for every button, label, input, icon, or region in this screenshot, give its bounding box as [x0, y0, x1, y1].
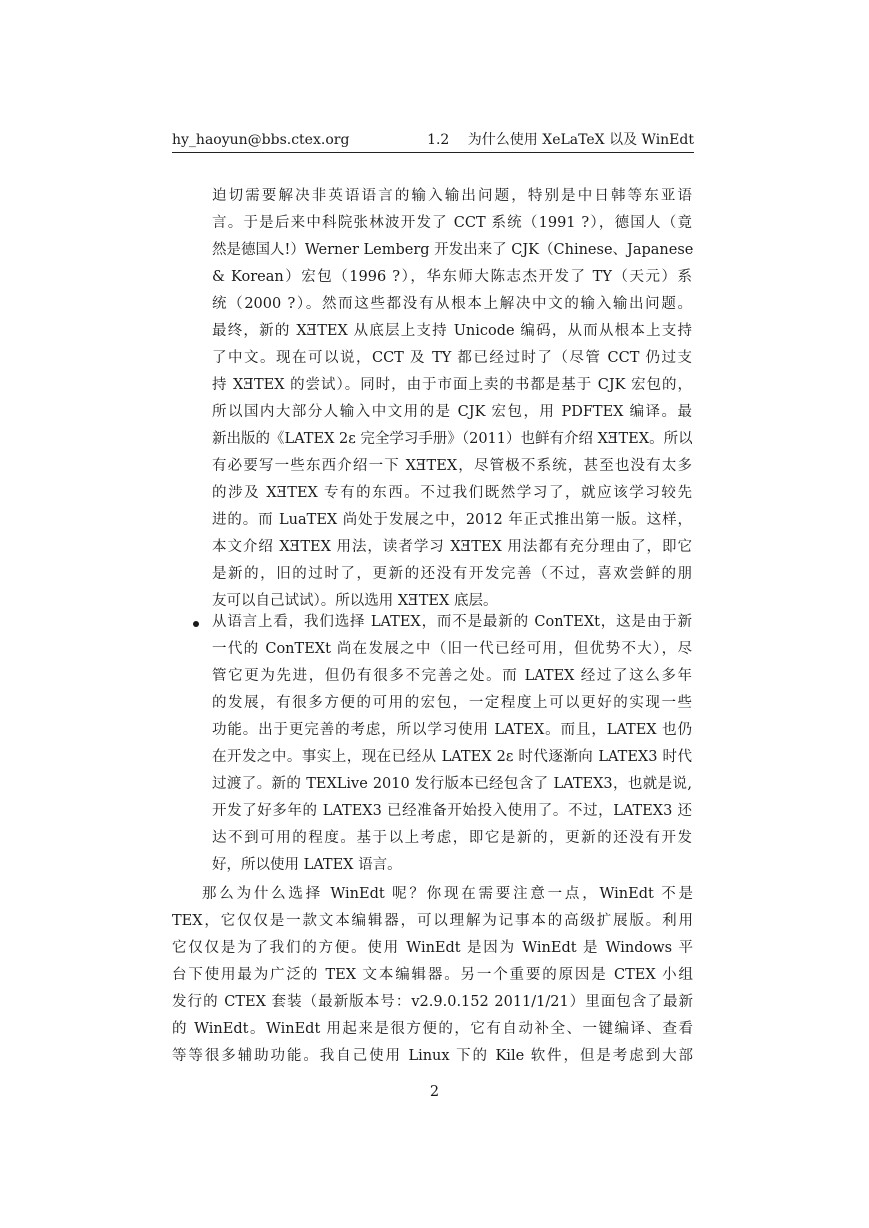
text-line: 台下使用最为广泛的 TEX 文本编辑器。另一个重要的原因是 CTEX 小组 [172, 967, 693, 983]
text-line: 了中文。现在可以说，CCT 及 TY 都已经过时了（尽管 CCT 仍过支 [212, 350, 692, 366]
header-section-number: 1.2 [427, 132, 450, 148]
text-line: 最终，新的 XƎTEX 从底层上支持 Unicode 编码，从而从根本上支持 [212, 323, 692, 339]
text-line: 发行的 CTEX 套装（最新版本号：v2.9.0.152 2011/1/21）里面包含了最新 [172, 994, 693, 1010]
text-line: 迫切需要解决非英语语言的输入输出问题，特别是中日韩等东亚语 [212, 188, 692, 204]
text-line: 管它更为先进，但仍有很多不完善之处。而 LATEX 经过了这么多年 [212, 668, 692, 684]
text-line: 的 WinEdt。WinEdt 用起来是很方便的，它有自动补全、一键编译、查看 [172, 1021, 693, 1037]
text-line: 进的。而 LuaTEX 尚处于发展之中，2012 年正式推出第一版。这样， [212, 512, 692, 528]
bullet-marker [193, 621, 199, 627]
text-line: 是新的，旧的过时了，更新的还没有开发完善（不过，喜欢尝鲜的朋 [212, 566, 692, 582]
header-section [427, 130, 694, 150]
text-line: 有必要写一些东西介绍一下 XƎTEX，尽管极不系统，甚至也没有太多 [212, 458, 692, 474]
text-line: 功能。出于更完善的考虑，所以学习使用 LATEX。而且，LATEX 也仍 [212, 722, 692, 738]
text-line: 言。于是后来中科院张林波开发了 CCT 系统（1991 ?），德国人（竟 [212, 215, 692, 231]
text-line: 从语言上看，我们选择 LATEX，而不是最新的 ConTEXt，这是由于新 [212, 614, 692, 630]
text-line: 然是德国人!）Werner Lemberg 开发出来了 CJK（Chinese、Japanese [212, 242, 694, 258]
text-line: 开发了好多年的 LATEX3 已经准备开始投入使用了。不过，LATEX3 还 [212, 803, 692, 819]
text-line: 本文介绍 XƎTEX 用法，读者学习 XƎTEX 用法都有充分理由了，即它 [212, 539, 692, 555]
header-section-title: 为什么使用 XeLaTeX 以及 WinEdt [467, 132, 694, 148]
text-line: 那么为什么选择 WinEdt 呢？你现在需要注意一点，WinEdt 不是 [202, 886, 693, 902]
page-number: 2 [429, 1084, 440, 1100]
header-email: hy_haoyun@bbs.ctex.org [172, 132, 350, 148]
text-line: 过渡了。新的 TEXLive 2010 发行版本已经包含了 LATEX3，也就是说, [212, 776, 692, 792]
text-line: 的涉及 XƎTEX 专有的东西。不过我们既然学习了，就应该学习较先 [212, 485, 692, 501]
text-line: 一代的 ConTEXt 尚在发展之中（旧一代已经可用，但优势不大），尽 [212, 641, 692, 657]
text-line: 统（2000 ?）。然而这些都没有从根本上解决中文的输入输出问题。 [212, 296, 692, 312]
text-line: 达不到可用的程度。基于以上考虑，即它是新的，更新的还没有开发 [212, 830, 692, 846]
text-line: 好，所以使用 LATEX 语言。 [212, 857, 402, 873]
text-line: 等等很多辅助功能。我自己使用 Linux 下的 Kile 软件，但是考虑到大部 [172, 1048, 693, 1064]
text-line: 在开发之中。事实上，现在已经从 LATEX 2ε 时代逐渐向 LATEX3 时代 [212, 749, 692, 765]
text-line: 它仅仅是为了我们的方便。使用 WinEdt 是因为 WinEdt 是 Windows 平 [172, 940, 693, 956]
text-line: & Korean）宏包（1996 ?），华东师大陈志杰开发了 TY（天元）系 [212, 269, 692, 285]
text-line: 的发展，有很多方便的可用的宏包，一定程度上可以更好的实现一些 [212, 695, 692, 711]
text-line: 持 XƎTEX 的尝试）。同时，由于市面上卖的书都是基于 CJK 宏包的， [212, 377, 692, 393]
text-line: 新出版的《LATEX 2ε 完全学习手册》（2011）也鲜有介绍 XƎTEX。所以 [212, 431, 693, 447]
text-line: 友可以自己试试）。所以选用 XƎTEX 底层。 [212, 593, 498, 609]
text-line: TEX，它仅仅是一款文本编辑器，可以理解为记事本的高级扩展版。利用 [172, 913, 693, 929]
running-header [172, 130, 694, 153]
text-line: 所以国内大部分人输入中文用的是 CJK 宏包，用 PDFTEX 编译。最 [212, 404, 692, 420]
